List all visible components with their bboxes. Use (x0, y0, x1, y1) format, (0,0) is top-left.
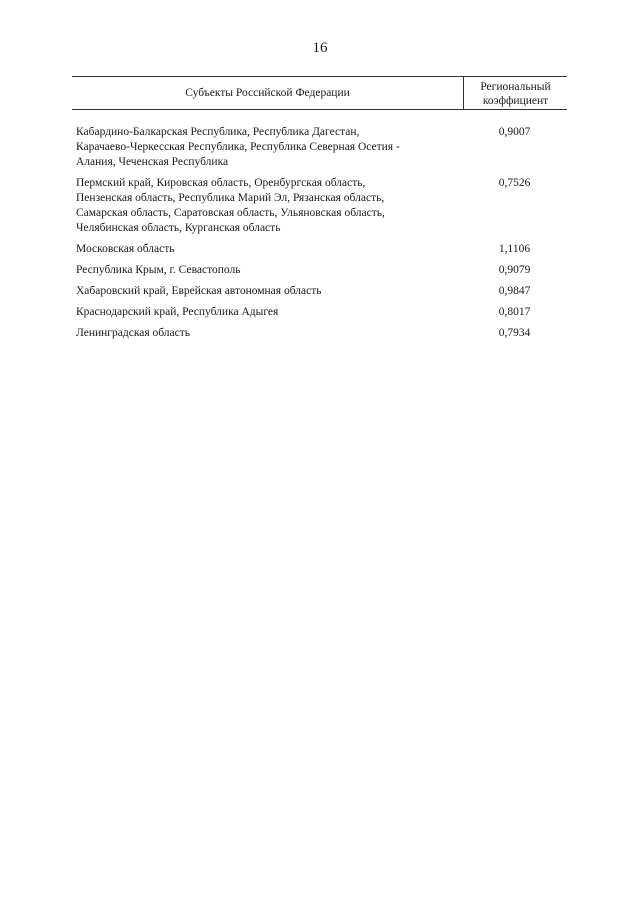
table-row (72, 176, 567, 236)
subject-line: Краснодарский край, Республика Адыгея (76, 306, 279, 318)
row-subject (72, 284, 463, 299)
coefficient-table (72, 76, 567, 347)
subject-line: Кабардино-Балкарская Республика, Республика Дагестан, (76, 126, 360, 138)
header-subject-label: Субъекты Российской Федерации (185, 87, 350, 99)
header-subject (72, 77, 463, 109)
row-coefficient: 0,9847 (498, 285, 531, 297)
row-coefficient: 0,8017 (498, 306, 531, 318)
header-coef-line-2: коэффициент (482, 94, 549, 107)
table-row (72, 242, 567, 257)
table-row (72, 263, 567, 278)
subject-line: Республика Крым, г. Севастополь (76, 264, 241, 276)
row-subject (72, 263, 463, 278)
subject-line: Пензенская область, Республика Марий Эл, Рязанская область, (76, 192, 385, 204)
table-row (72, 125, 567, 170)
row-subject (72, 326, 463, 341)
header-coef-line-1: Региональный (480, 80, 551, 93)
subject-line: Ленинградская область (76, 327, 191, 339)
row-subject (72, 242, 463, 257)
subject-line: Челябинская область, Курганская область (76, 222, 281, 234)
row-coefficient: 1,1106 (498, 243, 531, 255)
row-coefficient: 0,9079 (498, 264, 531, 276)
subject-line: Алания, Чеченская Республика (76, 156, 229, 168)
row-subject (72, 125, 463, 170)
table-header (72, 76, 567, 110)
row-coefficient: 0,9007 (498, 126, 531, 138)
table-body (72, 125, 567, 341)
subject-line: Пермский край, Кировская область, Оренбургская область, (76, 177, 366, 189)
row-coefficient: 0,7526 (498, 177, 531, 189)
row-subject (72, 305, 463, 320)
subject-line: Хабаровский край, Еврейская автономная область (76, 285, 322, 297)
table-row (72, 305, 567, 320)
table-row (72, 326, 567, 341)
row-subject (72, 176, 463, 236)
subject-line: Самарская область, Саратовская область, Ульяновская область, (76, 207, 385, 219)
subject-line: Московская область (76, 243, 175, 255)
subject-line: Карачаево-Черкесская Республика, Республика Северная Осетия - (76, 141, 400, 153)
page-number: 16 (312, 40, 328, 56)
header-coefficient (464, 78, 567, 109)
table-row (72, 284, 567, 299)
row-coefficient: 0,7934 (498, 327, 531, 339)
